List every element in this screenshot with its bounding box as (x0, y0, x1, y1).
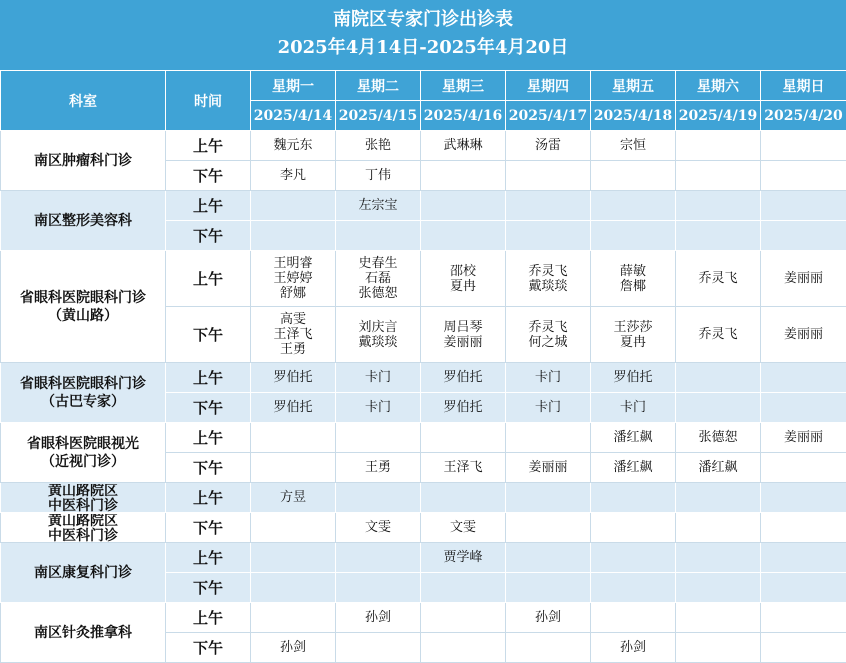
doctor-cell (591, 307, 676, 363)
weekday-header: 星期一 (251, 71, 336, 101)
doctor-name: 文雯 (421, 520, 505, 535)
doctor-cell (676, 131, 761, 161)
period-label: 上午 (166, 603, 251, 633)
doctor-name: 姜丽丽 (761, 271, 846, 286)
doctor-cell (251, 573, 336, 603)
doctor-name: 罗伯托 (421, 370, 505, 385)
doctor-cell (506, 573, 591, 603)
department-name-line: 南区康复科门诊 (1, 564, 165, 582)
schedule-row (1, 423, 846, 453)
doctor-cell (421, 603, 506, 633)
doctor-name: 魏元东 (251, 138, 335, 153)
doctor-cell (761, 393, 846, 423)
doctor-name: 潘红飙 (591, 460, 675, 475)
doctor-cell (336, 161, 421, 191)
doctor-cell (251, 251, 336, 307)
doctor-cell (336, 513, 421, 543)
period-label: 下午 (166, 633, 251, 663)
doctor-name: 姜丽丽 (761, 430, 846, 445)
doctor-name: 张艳 (336, 138, 420, 153)
doctor-cell (421, 483, 506, 513)
weekday-header-row (1, 71, 846, 101)
period-label: 上午 (166, 251, 251, 307)
doctor-cell (506, 543, 591, 573)
doctor-name: 何之城 (506, 335, 590, 350)
doctor-cell (421, 363, 506, 393)
doctor-cell (591, 161, 676, 191)
doctor-name: 姜丽丽 (421, 335, 505, 350)
doctor-cell (676, 573, 761, 603)
doctor-cell (251, 393, 336, 423)
doctor-name: 贾学峰 (421, 550, 505, 565)
doctor-cell (761, 543, 846, 573)
schedule-row (1, 483, 846, 513)
period-label: 下午 (166, 393, 251, 423)
doctor-name: 高雯 (251, 312, 335, 327)
department-name-line: 省眼科医院眼视光 (1, 435, 165, 453)
schedule-row (1, 603, 846, 633)
doctor-cell (591, 191, 676, 221)
doctor-name: 方昱 (251, 490, 335, 505)
doctor-cell (676, 483, 761, 513)
doctor-cell (761, 363, 846, 393)
department-name-line: （黄山路） (1, 307, 165, 325)
doctor-cell (676, 453, 761, 483)
schedule-row (1, 191, 846, 221)
doctor-name: 王勇 (336, 460, 420, 475)
doctor-cell (591, 453, 676, 483)
doctor-cell (251, 307, 336, 363)
doctor-name: 乔灵飞 (506, 264, 590, 279)
doctor-name: 卡门 (506, 400, 590, 415)
doctor-cell (251, 453, 336, 483)
doctor-cell (676, 543, 761, 573)
doctor-name: 罗伯托 (591, 370, 675, 385)
period-label: 下午 (166, 221, 251, 251)
weekday-header: 星期四 (506, 71, 591, 101)
doctor-cell (591, 543, 676, 573)
doctor-name: 卡门 (506, 370, 590, 385)
doctor-cell (676, 393, 761, 423)
doctor-name: 石磊 (336, 271, 420, 286)
doctor-cell (591, 633, 676, 663)
doctor-cell (676, 251, 761, 307)
doctor-cell (336, 307, 421, 363)
doctor-name: 左宗宝 (336, 198, 420, 213)
doctor-cell (506, 161, 591, 191)
doctor-name: 乔灵飞 (676, 271, 760, 286)
doctor-cell (506, 423, 591, 453)
doctor-cell (251, 161, 336, 191)
doctor-cell (591, 393, 676, 423)
doctor-name: 戴琰琰 (336, 335, 420, 350)
department-name (1, 191, 166, 251)
doctor-cell (421, 161, 506, 191)
doctor-cell (421, 633, 506, 663)
doctor-cell (336, 453, 421, 483)
doctor-cell (421, 393, 506, 423)
time-column-header: 时间 (166, 71, 251, 131)
doctor-cell (506, 191, 591, 221)
doctor-cell (676, 221, 761, 251)
doctor-name: 刘庆言 (336, 320, 420, 335)
period-label: 上午 (166, 543, 251, 573)
weekday-header: 星期二 (336, 71, 421, 101)
doctor-cell (761, 603, 846, 633)
department-name (1, 603, 166, 663)
doctor-cell (251, 483, 336, 513)
doctor-cell (506, 393, 591, 423)
doctor-cell (251, 221, 336, 251)
doctor-name: 罗伯托 (251, 370, 335, 385)
department-name-line: 省眼科医院眼科门诊 (1, 375, 165, 393)
doctor-name: 王勇 (251, 342, 335, 357)
doctor-cell (336, 191, 421, 221)
doctor-cell (676, 603, 761, 633)
weekday-header: 星期六 (676, 71, 761, 101)
doctor-name: 孙剑 (251, 640, 335, 655)
doctor-cell (251, 513, 336, 543)
doctor-cell (591, 131, 676, 161)
doctor-name: 舒娜 (251, 286, 335, 301)
doctor-cell (421, 573, 506, 603)
doctor-cell (336, 483, 421, 513)
department-name-line: （近视门诊） (1, 453, 165, 471)
doctor-cell (676, 363, 761, 393)
doctor-cell (251, 191, 336, 221)
doctor-cell (421, 453, 506, 483)
doctor-cell (761, 221, 846, 251)
department-name-line: 南区肿瘤科门诊 (1, 152, 165, 170)
doctor-name: 王泽飞 (421, 460, 505, 475)
period-label: 下午 (166, 573, 251, 603)
department-name-line: 黄山路院区 (1, 514, 165, 529)
doctor-cell (591, 251, 676, 307)
doctor-cell (676, 513, 761, 543)
date-header: 2025/4/20 (761, 101, 846, 131)
schedule-row (1, 131, 846, 161)
doctor-name: 戴琰琰 (506, 279, 590, 294)
doctor-cell (336, 221, 421, 251)
schedule-table (0, 70, 846, 663)
date-header: 2025/4/18 (591, 101, 676, 131)
doctor-cell (761, 131, 846, 161)
doctor-cell (421, 513, 506, 543)
doctor-cell (421, 307, 506, 363)
department-name-line: 黄山路院区 (1, 484, 165, 499)
schedule-title-bar (0, 0, 846, 70)
doctor-name: 文雯 (336, 520, 420, 535)
department-name-line: 省眼科医院眼科门诊 (1, 289, 165, 307)
date-header: 2025/4/16 (421, 101, 506, 131)
doctor-name: 潘红飙 (591, 430, 675, 445)
doctor-name: 夏冉 (591, 335, 675, 350)
doctor-cell (421, 543, 506, 573)
doctor-name: 史春生 (336, 256, 420, 271)
doctor-cell (761, 307, 846, 363)
doctor-name: 孙剑 (506, 610, 590, 625)
date-header: 2025/4/17 (506, 101, 591, 131)
period-label: 上午 (166, 423, 251, 453)
doctor-cell (251, 423, 336, 453)
schedule-title: 南院区专家门诊出诊表 (0, 8, 846, 32)
doctor-cell (251, 363, 336, 393)
doctor-name: 姜丽丽 (506, 460, 590, 475)
period-label: 上午 (166, 363, 251, 393)
doctor-cell (506, 483, 591, 513)
department-name-line: 中医科门诊 (1, 529, 165, 542)
doctor-name: 夏冉 (421, 279, 505, 294)
doctor-name: 卡门 (336, 370, 420, 385)
doctor-name: 乔灵飞 (506, 320, 590, 335)
period-label: 上午 (166, 191, 251, 221)
department-name (1, 131, 166, 191)
doctor-cell (761, 513, 846, 543)
doctor-cell (251, 131, 336, 161)
department-name-line: 南区整形美容科 (1, 212, 165, 230)
doctor-cell (761, 453, 846, 483)
doctor-cell (761, 483, 846, 513)
doctor-cell (676, 191, 761, 221)
doctor-cell (761, 423, 846, 453)
doctor-cell (676, 307, 761, 363)
doctor-cell (761, 161, 846, 191)
doctor-name: 卡门 (336, 400, 420, 415)
doctor-cell (421, 131, 506, 161)
weekday-header: 星期五 (591, 71, 676, 101)
doctor-cell (506, 251, 591, 307)
doctor-cell (676, 633, 761, 663)
doctor-cell (421, 191, 506, 221)
department-name-line: 南区针灸推拿科 (1, 624, 165, 642)
doctor-cell (336, 633, 421, 663)
doctor-cell (761, 251, 846, 307)
doctor-name: 罗伯托 (421, 400, 505, 415)
department-name (1, 483, 166, 513)
doctor-cell (506, 633, 591, 663)
doctor-cell (591, 483, 676, 513)
department-name-line: 中医科门诊 (1, 499, 165, 512)
doctor-cell (336, 543, 421, 573)
doctor-cell (506, 131, 591, 161)
doctor-cell (421, 423, 506, 453)
doctor-name: 汤雷 (506, 138, 590, 153)
doctor-name: 孙剑 (336, 610, 420, 625)
doctor-cell (336, 363, 421, 393)
doctor-cell (591, 221, 676, 251)
date-header: 2025/4/14 (251, 101, 336, 131)
doctor-name: 宗恒 (591, 138, 675, 153)
period-label: 下午 (166, 307, 251, 363)
doctor-name: 薛敏 (591, 264, 675, 279)
schedule-row (1, 513, 846, 543)
period-label: 上午 (166, 483, 251, 513)
doctor-cell (676, 161, 761, 191)
doctor-name: 武琳琳 (421, 138, 505, 153)
doctor-cell (506, 453, 591, 483)
doctor-name: 王莎莎 (591, 320, 675, 335)
doctor-cell (506, 513, 591, 543)
doctor-cell (336, 423, 421, 453)
schedule-row (1, 251, 846, 307)
doctor-name: 王婷婷 (251, 271, 335, 286)
doctor-cell (761, 573, 846, 603)
doctor-cell (506, 363, 591, 393)
doctor-cell (591, 573, 676, 603)
weekday-header: 星期三 (421, 71, 506, 101)
doctor-name: 罗伯托 (251, 400, 335, 415)
dept-column-header: 科室 (1, 71, 166, 131)
date-header: 2025/4/15 (336, 101, 421, 131)
doctor-name: 邵校 (421, 264, 505, 279)
date-header: 2025/4/19 (676, 101, 761, 131)
weekday-header: 星期日 (761, 71, 846, 101)
period-label: 下午 (166, 161, 251, 191)
doctor-cell (506, 307, 591, 363)
doctor-name: 周吕琴 (421, 320, 505, 335)
doctor-name: 丁伟 (336, 168, 420, 183)
doctor-cell (421, 221, 506, 251)
doctor-name: 卡门 (591, 400, 675, 415)
doctor-cell (421, 251, 506, 307)
doctor-name: 乔灵飞 (676, 327, 760, 342)
doctor-name: 王明睿 (251, 256, 335, 271)
doctor-cell (761, 633, 846, 663)
doctor-cell (761, 191, 846, 221)
doctor-cell (591, 363, 676, 393)
doctor-cell (336, 251, 421, 307)
doctor-name: 张德恕 (676, 430, 760, 445)
department-name-line: （古巴专家） (1, 393, 165, 411)
doctor-name: 潘红飙 (676, 460, 760, 475)
schedule-row (1, 363, 846, 393)
doctor-name: 詹椰 (591, 279, 675, 294)
department-name (1, 251, 166, 363)
doctor-cell (506, 221, 591, 251)
doctor-cell (591, 603, 676, 633)
doctor-cell (591, 513, 676, 543)
department-name (1, 513, 166, 543)
doctor-name: 李凡 (251, 168, 335, 183)
doctor-name: 张德恕 (336, 286, 420, 301)
doctor-cell (251, 543, 336, 573)
department-name (1, 423, 166, 483)
doctor-cell (251, 633, 336, 663)
period-label: 下午 (166, 513, 251, 543)
schedule-body (1, 131, 846, 663)
doctor-cell (676, 423, 761, 453)
doctor-name: 王泽飞 (251, 327, 335, 342)
doctor-cell (251, 603, 336, 633)
doctor-cell (336, 603, 421, 633)
period-label: 下午 (166, 453, 251, 483)
doctor-name: 孙剑 (591, 640, 675, 655)
period-label: 上午 (166, 131, 251, 161)
doctor-cell (506, 603, 591, 633)
doctor-cell (336, 393, 421, 423)
doctor-cell (336, 131, 421, 161)
schedule-date-range: 2025年4月14日-2025年4月20日 (0, 36, 846, 60)
doctor-cell (336, 573, 421, 603)
department-name (1, 363, 166, 423)
department-name (1, 543, 166, 603)
doctor-cell (591, 423, 676, 453)
doctor-name: 姜丽丽 (761, 327, 846, 342)
schedule-row (1, 543, 846, 573)
